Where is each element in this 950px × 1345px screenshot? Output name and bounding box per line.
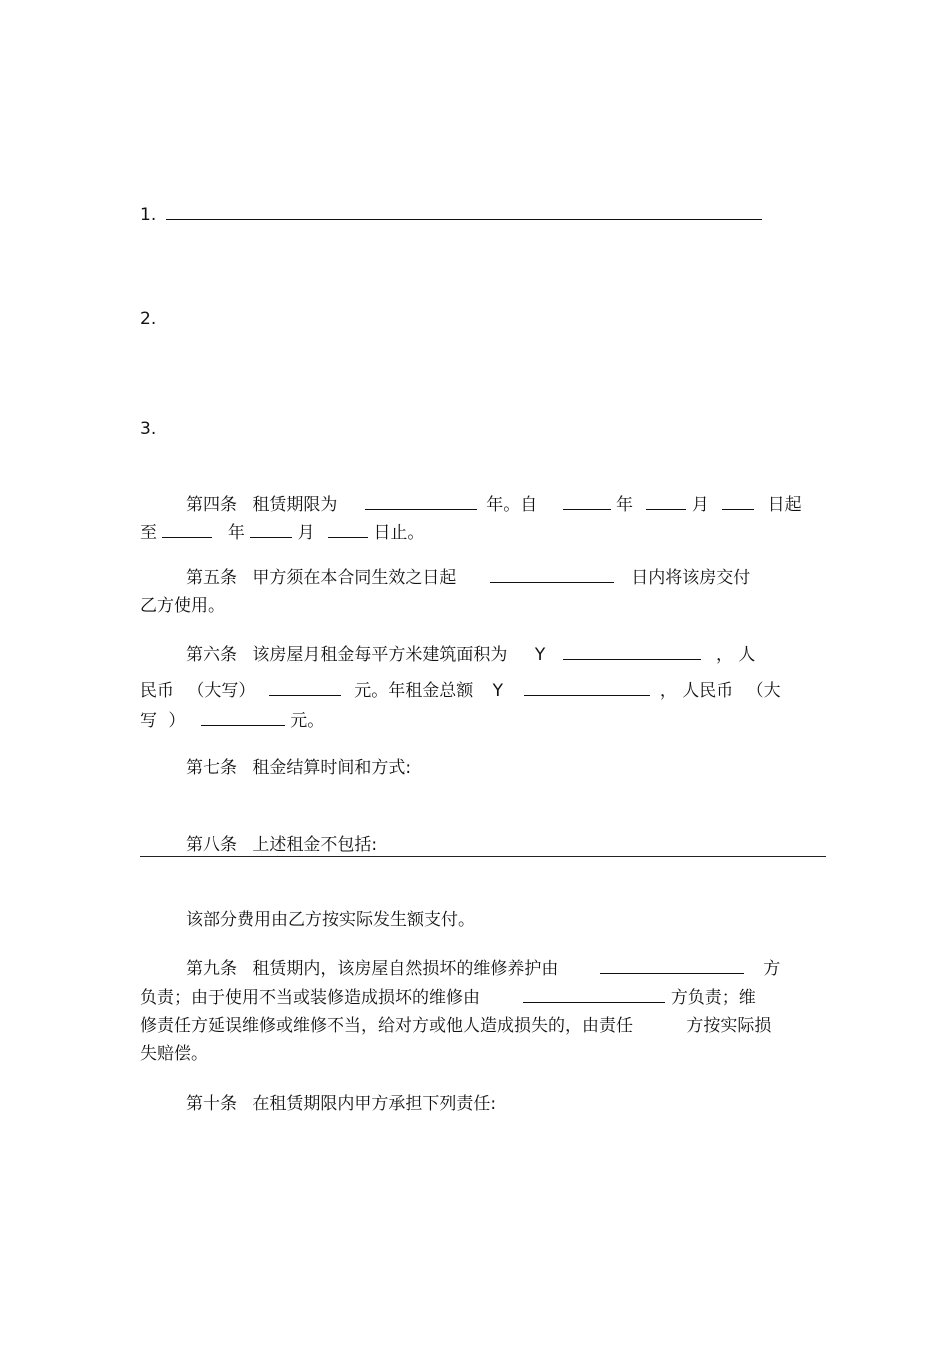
article-text: 上述租金不包括: (252, 835, 378, 855)
list-item-3: 3. (140, 419, 157, 439)
article-9-line-4: 失赔偿。 (140, 1044, 208, 1064)
annual-rent-blank[interactable] (524, 680, 650, 696)
currency-symbol: Y (492, 681, 504, 701)
monthly-rent-words-blank[interactable] (269, 680, 341, 696)
article-text: 租赁期限为 (252, 495, 338, 515)
article-label: 第十条 (186, 1094, 237, 1114)
article-9-line-1 (186, 958, 780, 979)
article-text: 日止。 (373, 523, 425, 543)
article-label: 第七条 (186, 758, 237, 778)
maintenance-party-blank[interactable] (600, 958, 744, 974)
article-6-line-3 (140, 710, 324, 731)
article-text: 在租赁期限内甲方承担下列责任: (252, 1094, 497, 1114)
article-10 (186, 1094, 496, 1114)
article-text: 年 (227, 523, 245, 543)
article-9-line-2 (140, 987, 756, 1008)
article-9-line-3 (140, 1016, 771, 1036)
end-year-blank[interactable] (162, 522, 212, 538)
end-day-blank[interactable] (328, 522, 368, 538)
list-item-1 (140, 204, 762, 225)
article-text: 方负责；维 (670, 988, 756, 1008)
article-label: 第九条 (186, 959, 237, 979)
delivery-days-blank[interactable] (490, 567, 614, 583)
article-text: 日起 (767, 495, 802, 515)
article-5-line-2: 乙方使用。 (140, 596, 225, 616)
article-text: 民币 (140, 681, 174, 701)
article-8-note: 该部分费用由乙方按实际发生额支付。 (186, 910, 475, 930)
article-text: （大写） (187, 681, 256, 701)
article-4-line-2 (140, 522, 424, 543)
list-number: 1. (140, 205, 157, 225)
excluded-fees-rule[interactable] (140, 856, 826, 857)
article-text: ） (168, 711, 186, 731)
article-text: （大 (746, 681, 781, 701)
article-text: 元。 (290, 711, 325, 731)
article-text: 负责；由于使用不当或装修造成损坏的维修由 (140, 988, 480, 1008)
article-5-line-1 (186, 567, 750, 588)
article-text: 写 (140, 711, 157, 731)
article-text: ， (716, 645, 734, 665)
article-text: 方按实际损 (686, 1016, 772, 1036)
article-text: 年 (616, 495, 634, 515)
damage-repair-party-blank[interactable] (523, 987, 665, 1003)
article-text: 元。年租金总额 (354, 681, 474, 701)
article-text: 人 (738, 645, 756, 665)
article-text: 租赁期内，该房屋自然损坏的维修养护由 (252, 959, 559, 979)
article-6-line-2 (140, 680, 781, 701)
article-text: 方 (763, 959, 781, 979)
start-year-blank[interactable] (563, 494, 611, 510)
article-text: 人民币 (682, 681, 734, 701)
article-8 (186, 835, 377, 855)
monthly-rent-blank[interactable] (563, 644, 701, 660)
start-month-blank[interactable] (646, 494, 686, 510)
article-text: 月 (691, 495, 709, 515)
currency-symbol: Y (534, 645, 546, 665)
article-6-line-1 (186, 644, 755, 665)
article-4-line-1 (186, 494, 802, 515)
end-month-blank[interactable] (250, 522, 292, 538)
article-text: 甲方须在本合同生效之日起 (252, 568, 457, 588)
article-text: 修责任方延误维修或维修不当，给对方或他人造成损失的，由责任 (140, 1016, 633, 1036)
article-label: 第八条 (186, 835, 237, 855)
article-7 (186, 758, 411, 778)
article-text: 日内将该房交付 (631, 568, 751, 588)
article-label: 第四条 (186, 495, 237, 515)
article-text: ， (659, 681, 677, 701)
article-text: 该房屋月租金每平方米建筑面积为 (252, 645, 508, 665)
article-text: 月 (297, 523, 315, 543)
fill-blank[interactable] (166, 204, 762, 220)
article-label: 第五条 (186, 568, 237, 588)
list-item-2: 2. (140, 309, 157, 329)
term-years-blank[interactable] (365, 494, 477, 510)
start-day-blank[interactable] (722, 494, 754, 510)
article-text: 租金结算时间和方式: (252, 758, 412, 778)
annual-rent-words-blank[interactable] (201, 710, 285, 726)
article-text: 至 (140, 523, 157, 543)
article-label: 第六条 (186, 645, 237, 665)
article-text: 年。自 (486, 495, 538, 515)
